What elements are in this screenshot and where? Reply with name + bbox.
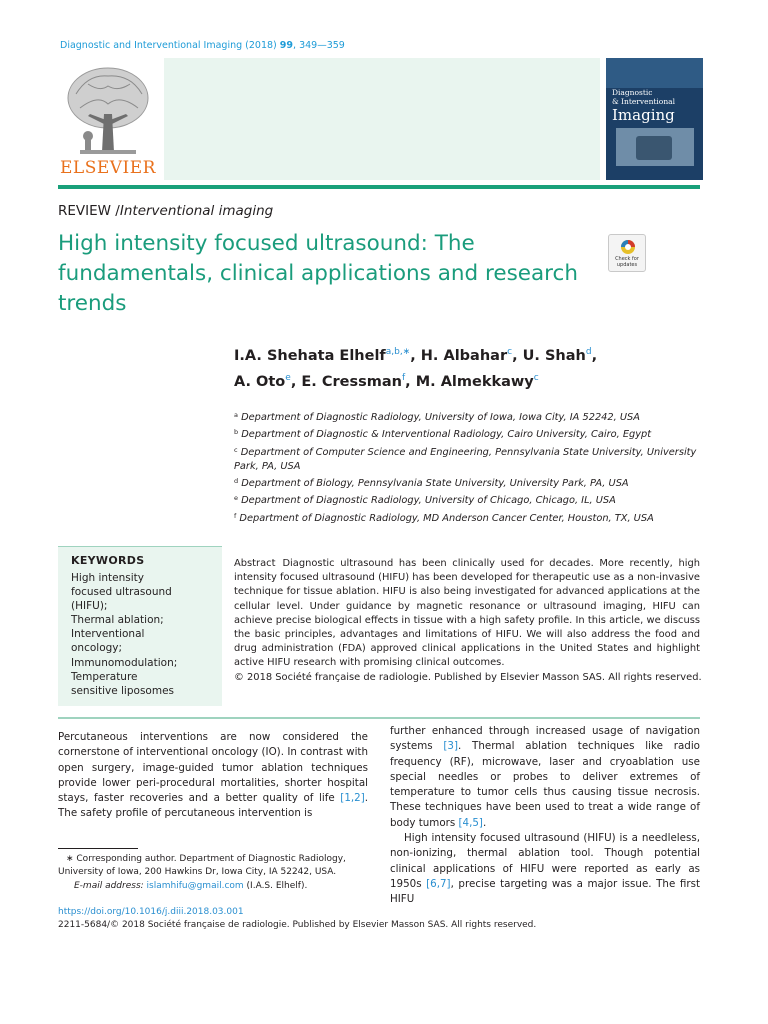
body-column-left: [58, 730, 368, 822]
author-separator: ,: [410, 348, 421, 364]
body-text: .: [482, 816, 487, 829]
keyword-line: Immunomodulation;: [71, 656, 178, 669]
affiliation-key: d: [234, 477, 239, 486]
affiliation-text: Department of Computer Science and Engineering, Pennsylvania State University, University Park, PA, USA: [234, 446, 697, 472]
article-section: [58, 203, 273, 219]
journal-volume: 99: [279, 40, 294, 51]
body-column-right: [390, 724, 700, 908]
keyword-line: sensitive liposomes: [71, 684, 174, 697]
corresponding-author-footnote: [58, 853, 374, 893]
keyword-line: (HIFU);: [71, 600, 108, 613]
check-updates-line2: updates: [616, 262, 638, 268]
check-updates-label: [609, 256, 645, 268]
keyword-line: High intensity: [71, 572, 144, 584]
affiliation-text: Department of Diagnostic & Interventional Radiology, Cairo University, Cairo, Egypt: [241, 429, 652, 441]
author-list: [234, 341, 684, 393]
footnote-address: ∗ Corresponding author. Department of Diagnostic Radiology, University of Iowa, 200 Hawkins Dr, Iowa City, IA 52242, USA.: [58, 854, 346, 878]
keywords-heading: KEYWORDS: [71, 554, 145, 567]
footnote-email-line: [58, 880, 374, 893]
body-text: Percutaneous interventions are now considered the cornerstone of interventional oncology (IO). In contrast with open surgery, image-guided tumor ablation techniques provide lower peri-procedural mortalities, shorter hospital stays, faster recoveries and a better quality of life: [58, 731, 368, 805]
author-separator: ,: [405, 374, 416, 390]
journal-pages: , 349—359: [293, 40, 345, 51]
abstract-divider: [234, 717, 700, 719]
keywords-box: [58, 546, 222, 706]
keyword-line: Temperature: [71, 670, 138, 683]
author-name[interactable]: A. Oto: [234, 374, 286, 390]
affiliation-key: f: [234, 511, 237, 520]
affiliation-key: e: [234, 494, 238, 503]
email-label: E-mail address:: [74, 880, 144, 891]
citation-link[interactable]: [4,5]: [458, 816, 483, 829]
keyword-line: Interventional: [71, 628, 145, 641]
body-paragraph: [390, 724, 700, 831]
body-text: , precise targeting was a major issue. The first HIFU: [390, 877, 700, 906]
keyword-line: oncology;: [71, 642, 123, 655]
author-affiliation-marker[interactable]: f: [401, 373, 406, 383]
check-for-updates-button[interactable]: [608, 234, 646, 272]
author-name[interactable]: U. Shah: [522, 348, 586, 364]
body-text: . The safety profile of percutaneous intervention is: [58, 792, 368, 820]
affiliation-text: Department of Diagnostic Radiology, University of Iowa, Iowa City, IA 52242, USA: [241, 412, 640, 423]
author-affiliation-marker[interactable]: c: [533, 373, 539, 383]
body-text: further enhanced through increased usage of navigation systems: [390, 725, 700, 753]
affiliation-item: [234, 509, 704, 526]
keyword-line: focused ultrasound: [71, 586, 172, 599]
keyword-line: Thermal ablation;: [71, 614, 164, 627]
affiliation-item: [234, 425, 704, 442]
cover-title-line1: Diagnostic: [612, 88, 653, 97]
affiliation-item: [234, 443, 704, 475]
journal-name: Diagnostic and Interventional Imaging (2018): [60, 40, 277, 51]
body-paragraph: [390, 831, 700, 907]
footnote-rule: [58, 848, 138, 849]
author-separator: ,: [290, 374, 302, 390]
author-affiliation-marker[interactable]: d: [585, 347, 592, 357]
article-title: High intensity focused ultrasound: The fundamentals, clinical applications and research trends: [58, 231, 578, 316]
abstract-text: Diagnostic ultrasound has been clinically used for decades. More recently, high intensity focused ultrasound (HIFU) has been developed for therapeutic use as a non-invasive technique for tissue ablation. HIFU is also being investigated for advanced applications at the cellular level. Under guidance by magnetic resonance or ultrasound imaging, HIFU can achieve precise biological effects in tissue with a high safety profile. In this article, we discuss the basic principles, advantages and limitations of HIFU. We will also address the food and drug administration (FDA) approved clinical applications in the United States and highlight active HIFU research with promising clinical outcomes.: [234, 558, 700, 669]
elsevier-wordmark: ELSEVIER: [60, 158, 156, 178]
section-type: REVIEW /: [58, 203, 120, 219]
affiliation-key: a: [234, 411, 238, 419]
affiliation-item: [234, 408, 704, 425]
affiliation-item: [234, 491, 704, 508]
body-paragraph: [58, 730, 368, 822]
author-name[interactable]: H. Albahar: [420, 348, 508, 364]
cover-title-large: Imaging: [612, 106, 675, 124]
affiliation-key: c: [234, 445, 238, 454]
author-separator: ,: [591, 348, 598, 364]
author-affiliation-marker[interactable]: a,b,∗: [385, 347, 411, 357]
affiliation-key: b: [234, 428, 239, 437]
citation-link[interactable]: [6,7]: [426, 877, 451, 890]
header-band: [164, 58, 600, 180]
affiliation-text: Department of Biology, Pennsylvania State University, University Park, PA, USA: [241, 478, 629, 490]
citation-link[interactable]: [1,2]: [340, 792, 365, 805]
author-name[interactable]: M. Almekkawy: [415, 374, 534, 390]
section-subject: Interventional imaging: [119, 203, 274, 219]
email-suffix: (I.A.S. Elhelf).: [243, 880, 308, 891]
check-updates-line1: Check for: [615, 256, 639, 262]
body-text: . Thermal ablation techniques like radio frequency (RF), microwave, laser and cryoablation use special needles or probes to deliver extremes of temperature to tumor cells thus causing tissue necrosis. These techniques have been used to treat a wide range of body tumors: [390, 740, 700, 829]
issn-copyright: 2211-5684/© 2018 Société française de radiologie. Published by Elsevier Masson SAS. All rights reserved.: [58, 920, 537, 930]
body-text: High intensity focused ultrasound (HIFU) is a needleless, non-ionizing, thermal ablation tool. Though potential clinical applications of HIFU were reported as early as 1950s: [390, 832, 700, 890]
email-link[interactable]: islamhifu@gmail.com: [146, 880, 244, 891]
keywords-divider: [58, 717, 240, 719]
author-affiliation-marker[interactable]: e: [285, 373, 291, 383]
check-updates-icon: [620, 239, 636, 255]
abstract-copyright: © 2018 Société française de radiologie. Published by Elsevier Masson SAS. All rights reserved.: [234, 672, 702, 683]
author-name[interactable]: E. Cressman: [301, 374, 402, 390]
abstract: [234, 557, 700, 671]
doi-link[interactable]: https://doi.org/10.1016/j.diii.2018.03.001: [58, 907, 244, 917]
journal-cover[interactable]: [606, 58, 703, 180]
cover-title-small: [612, 88, 675, 106]
abstract-label: Abstract: [234, 558, 276, 569]
keywords-list: [71, 571, 222, 698]
author-name[interactable]: I.A. Shehata Elhelf: [234, 348, 386, 364]
affiliation-list: [234, 408, 704, 526]
author-separator: ,: [512, 348, 523, 364]
journal-citation: [60, 40, 345, 51]
cover-image-detail: [636, 136, 672, 160]
header-rule: [58, 185, 700, 189]
cover-title-line2: & Interventional: [612, 97, 676, 106]
citation-link[interactable]: [3]: [443, 740, 458, 753]
affiliation-text: Department of Diagnostic Radiology, MD Anderson Cancer Center, Houston, TX, USA: [239, 512, 654, 524]
affiliation-text: Department of Diagnostic Radiology, University of Chicago, Chicago, IL, USA: [241, 495, 616, 507]
affiliation-item: [234, 474, 704, 491]
author-affiliation-marker[interactable]: c: [507, 347, 513, 357]
cover-top-strip: [606, 58, 703, 88]
